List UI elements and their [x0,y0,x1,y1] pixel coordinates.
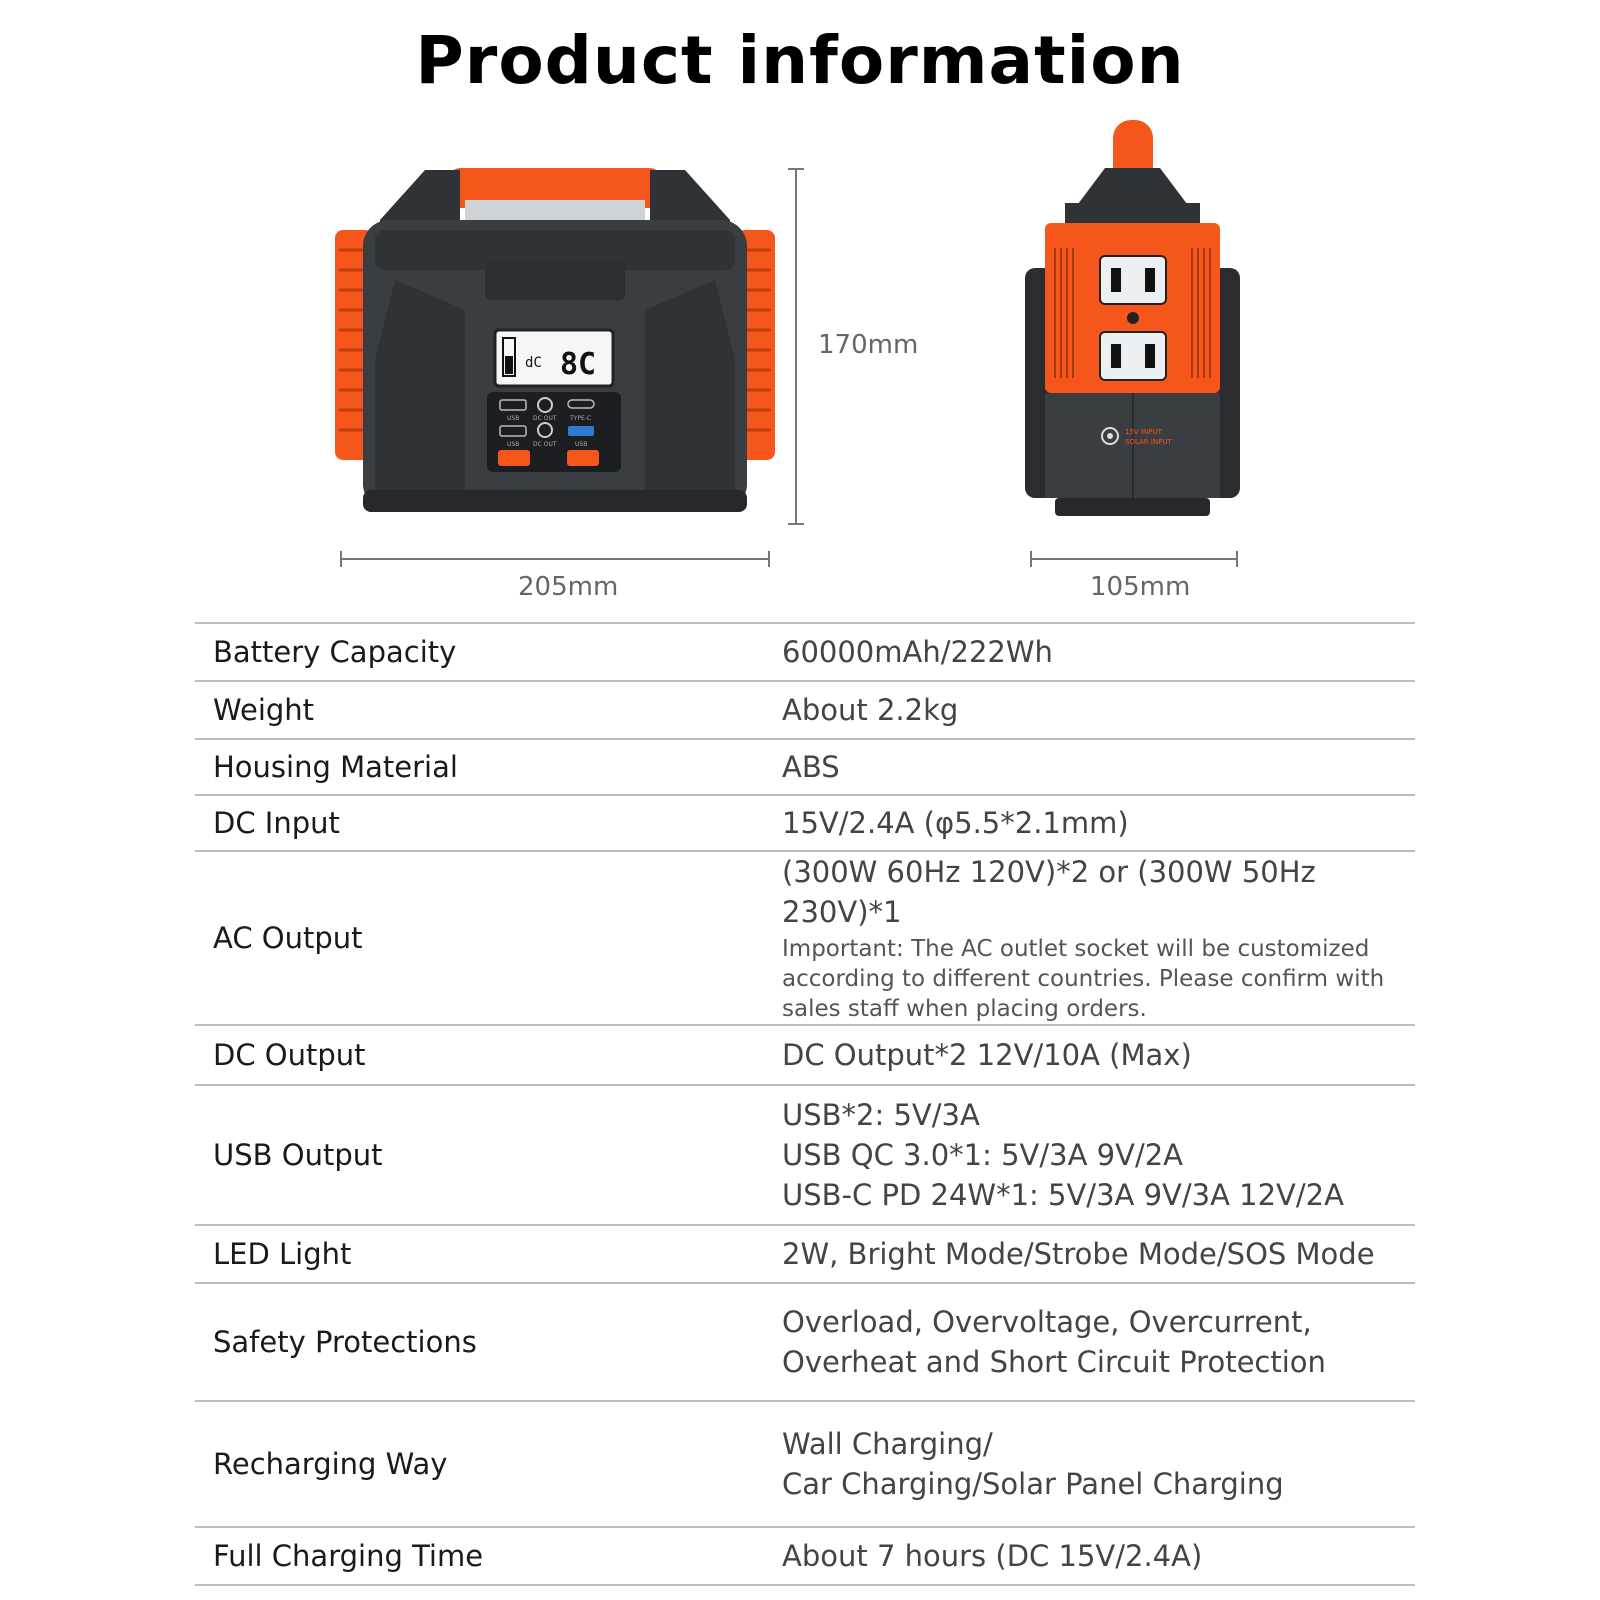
spec-value [782,747,1415,787]
svg-text:USB: USB [575,441,588,448]
spec-value-line: USB QC 3.0*1: 5V/3A 9V/2A [782,1138,1184,1172]
side-width-dimension-line [1030,558,1238,560]
spec-row-full-charging-time [195,1526,1415,1586]
spec-value-line: Car Charging/Solar Panel Charging [782,1467,1284,1501]
spec-value [782,1424,1415,1504]
spec-note: Important: The AC outlet socket will be customized according to different countries. Please confirm with sales staff when placing orders. [782,936,1385,1022]
spec-row-dc-output [195,1024,1415,1084]
spec-value-line: 60000mAh/222Wh [782,635,1053,669]
spec-value-line: About 2.2kg [782,693,959,727]
spec-label: AC Output [213,921,363,955]
power-station-front-image [335,160,775,530]
spec-value-line: Wall Charging/ [782,1427,993,1461]
spec-value-line: USB-C PD 24W*1: 5V/3A 9V/3A 12V/2A [782,1178,1344,1212]
spec-value [782,852,1415,1024]
spec-value-line: DC Output*2 12V/10A (Max) [782,1038,1192,1072]
spec-label: DC Output [213,1038,366,1072]
spec-row-housing-material [195,738,1415,794]
svg-text:DC OUT: DC OUT [533,441,557,448]
svg-text:dC: dC [525,355,542,371]
spec-row-weight [195,680,1415,738]
spec-value [782,1234,1415,1274]
spec-label: DC Input [213,806,340,840]
spec-row-ac-output [195,850,1415,1024]
spec-label: Housing Material [213,750,458,784]
side-width-dimension-label: 105mm [1090,572,1191,602]
svg-text:SOLAR INPUT: SOLAR INPUT [1125,438,1172,446]
spec-label: Recharging Way [213,1447,448,1481]
spec-value-line: Overload, Overvoltage, Overcurrent, [782,1305,1312,1339]
front-width-dimension-label: 205mm [518,572,619,602]
spec-value [782,1302,1415,1382]
front-width-dimension-line [340,558,770,560]
spec-value-line: Overheat and Short Circuit Protection [782,1345,1326,1379]
spec-value-line: ABS [782,750,840,784]
spec-value [782,803,1415,843]
spec-value-line: About 7 hours (DC 15V/2.4A) [782,1539,1203,1573]
spec-row-safety-protections [195,1282,1415,1400]
page-title: Product information [415,22,1185,99]
svg-text:USB: USB [507,415,520,422]
svg-text:8C: 8C [560,347,597,382]
spec-value-line: 2W, Bright Mode/Strobe Mode/SOS Mode [782,1237,1375,1271]
spec-value [782,690,1415,730]
spec-label: LED Light [213,1237,352,1271]
spec-label: USB Output [213,1138,383,1172]
spec-row-recharging-way [195,1400,1415,1526]
svg-text:DC OUT: DC OUT [533,415,557,422]
spec-value [782,1035,1415,1075]
height-dimension-line [795,168,797,525]
spec-label: Weight [213,693,315,727]
spec-value-line: USB*2: 5V/3A [782,1098,980,1132]
height-dimension-label: 170mm [818,330,919,360]
spec-table [195,622,1415,1586]
power-station-side-image [1025,118,1240,528]
spec-row-usb-output [195,1084,1415,1224]
spec-value [782,1095,1415,1215]
spec-label: Full Charging Time [213,1539,484,1573]
spec-value-line: 15V/2.4A (φ5.5*2.1mm) [782,806,1129,840]
spec-row-dc-input [195,794,1415,850]
spec-row-battery-capacity [195,622,1415,680]
svg-text:15V INPUT: 15V INPUT [1125,428,1162,436]
spec-label: Battery Capacity [213,635,457,669]
svg-text:TYPE-C: TYPE-C [570,415,592,422]
spec-label: Safety Protections [213,1325,477,1359]
spec-value [782,1536,1415,1576]
spec-value-line: (300W 60Hz 120V)*2 or (300W 50Hz 230V)*1 [782,855,1316,929]
spec-row-led-light [195,1224,1415,1282]
svg-text:USB: USB [507,441,520,448]
spec-value [782,632,1415,672]
